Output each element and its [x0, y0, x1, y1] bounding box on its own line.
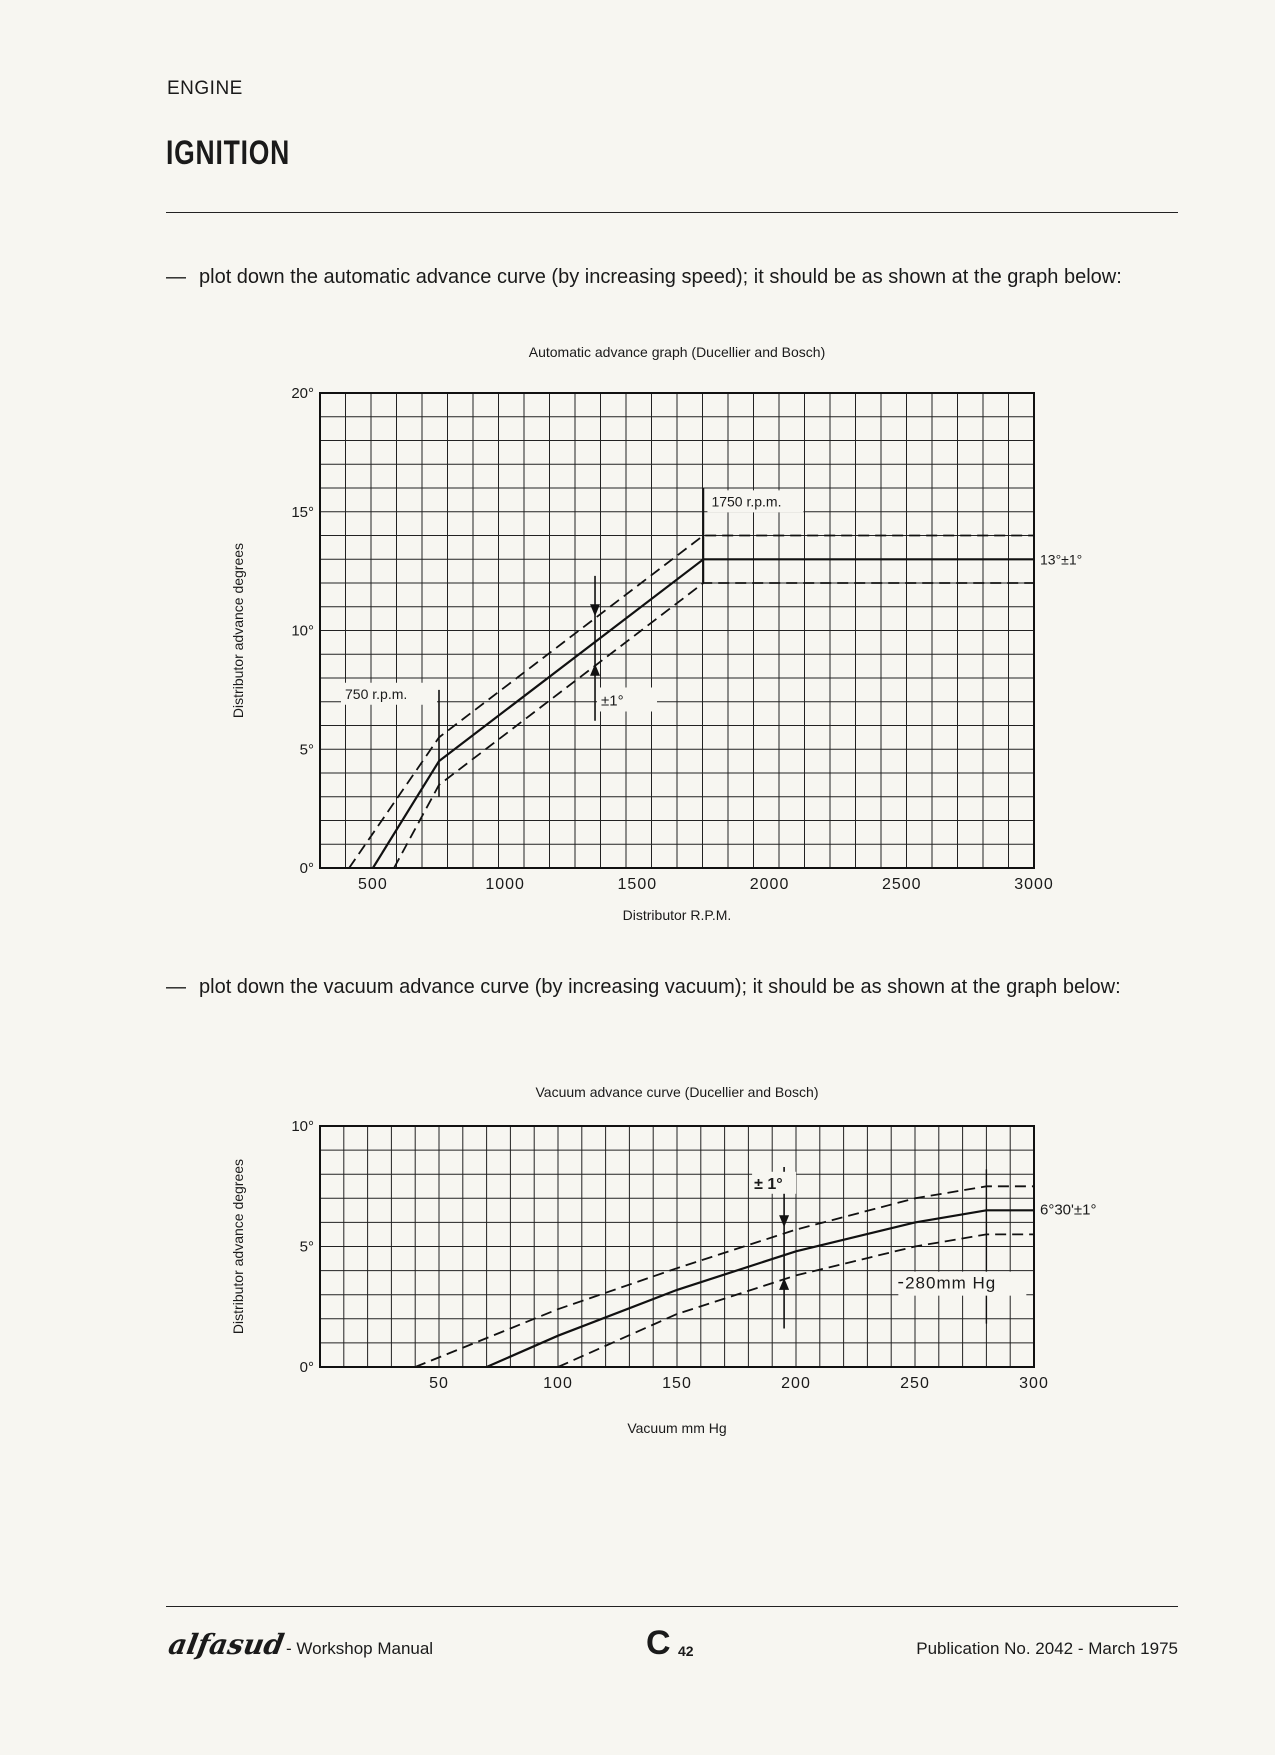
chart-title: Automatic advance graph (Ducellier and Bosch)	[528, 344, 826, 360]
rpm-750-label: 750 r.p.m.	[345, 685, 408, 702]
y-tick-label: 5°	[299, 741, 314, 759]
instruction-2	[166, 976, 1178, 999]
arrow-up-icon	[590, 664, 600, 676]
x-tick-label: 2500	[881, 876, 922, 893]
plateau-label: 6°30'±1°	[1040, 1201, 1097, 1219]
x-tick-label: 500	[358, 876, 388, 893]
y-tick-label: 10°	[291, 1118, 314, 1135]
tolerance-label: ±1°	[601, 692, 624, 710]
plateau-label: 13°±1°	[1040, 551, 1083, 568]
instruction-dash: —	[166, 976, 186, 998]
x-tick-label: 300	[1019, 1375, 1049, 1392]
instruction-1	[166, 266, 1178, 289]
chart-grid	[320, 393, 1034, 868]
publication-info: Publication No. 2042 - March 1975	[916, 1639, 1178, 1658]
chart-grid	[320, 1126, 1034, 1367]
y-axis-label: Distributor advance degrees	[230, 1158, 246, 1335]
footer-rule	[166, 1606, 1178, 1607]
x-tick-label: 2000	[749, 876, 790, 893]
x-tick-label: 100	[543, 1375, 573, 1392]
instruction-text: plot down the automatic advance curve (by increasing speed); it should be as shown at the graph below:	[199, 266, 1122, 288]
y-tick-label: 0°	[299, 860, 314, 877]
rpm-1750-label: 1750 r.p.m.	[711, 493, 782, 510]
nominal-advance-line	[373, 559, 1034, 868]
y-tick-label: 5°	[299, 1238, 314, 1256]
header-rule	[166, 212, 1178, 213]
arrow-down-icon	[779, 1215, 789, 1227]
tolerance-label: ± 1°	[754, 1175, 783, 1193]
x-tick-label: 150	[662, 1375, 692, 1392]
footer-manual-label: - Workshop Manual	[286, 1639, 434, 1658]
instruction-text: plot down the vacuum advance curve (by increasing vacuum); it should be as shown at the graph below:	[199, 976, 1121, 998]
x-tick-label: 3000	[1014, 876, 1054, 893]
y-tick-label: 0°	[299, 1359, 314, 1376]
x-tick-label: 250	[900, 1375, 930, 1392]
x-tick-label: 1000	[485, 876, 525, 893]
y-tick-label: 10°	[291, 622, 314, 640]
vacuum-280-label: 280mm Hg	[905, 1273, 997, 1293]
instruction-dash: —	[166, 266, 186, 288]
x-axis-label: Vacuum mm Hg	[627, 1420, 727, 1436]
y-tick-label: 20°	[291, 385, 314, 402]
y-axis-label: Distributor advance degrees	[230, 542, 246, 719]
x-tick-label: 50	[429, 1375, 449, 1392]
vacuum-advance-chart	[0, 1070, 1275, 1450]
y-tick-label: 15°	[291, 503, 314, 521]
page-title: IGNITION	[166, 134, 291, 172]
alfasud-logo: alfasud	[166, 1628, 287, 1661]
automatic-advance-chart	[0, 330, 1275, 930]
chart-title: Vacuum advance curve (Ducellier and Bosch)	[535, 1084, 819, 1100]
arrow-down-icon	[590, 604, 600, 616]
x-tick-label: 200	[781, 1375, 811, 1392]
section-label: ENGINE	[167, 78, 243, 99]
page-letter: C	[646, 1624, 671, 1662]
x-axis-label: Distributor R.P.M.	[622, 907, 732, 923]
page-number: 42	[678, 1643, 694, 1659]
x-tick-label: 1500	[617, 876, 658, 893]
